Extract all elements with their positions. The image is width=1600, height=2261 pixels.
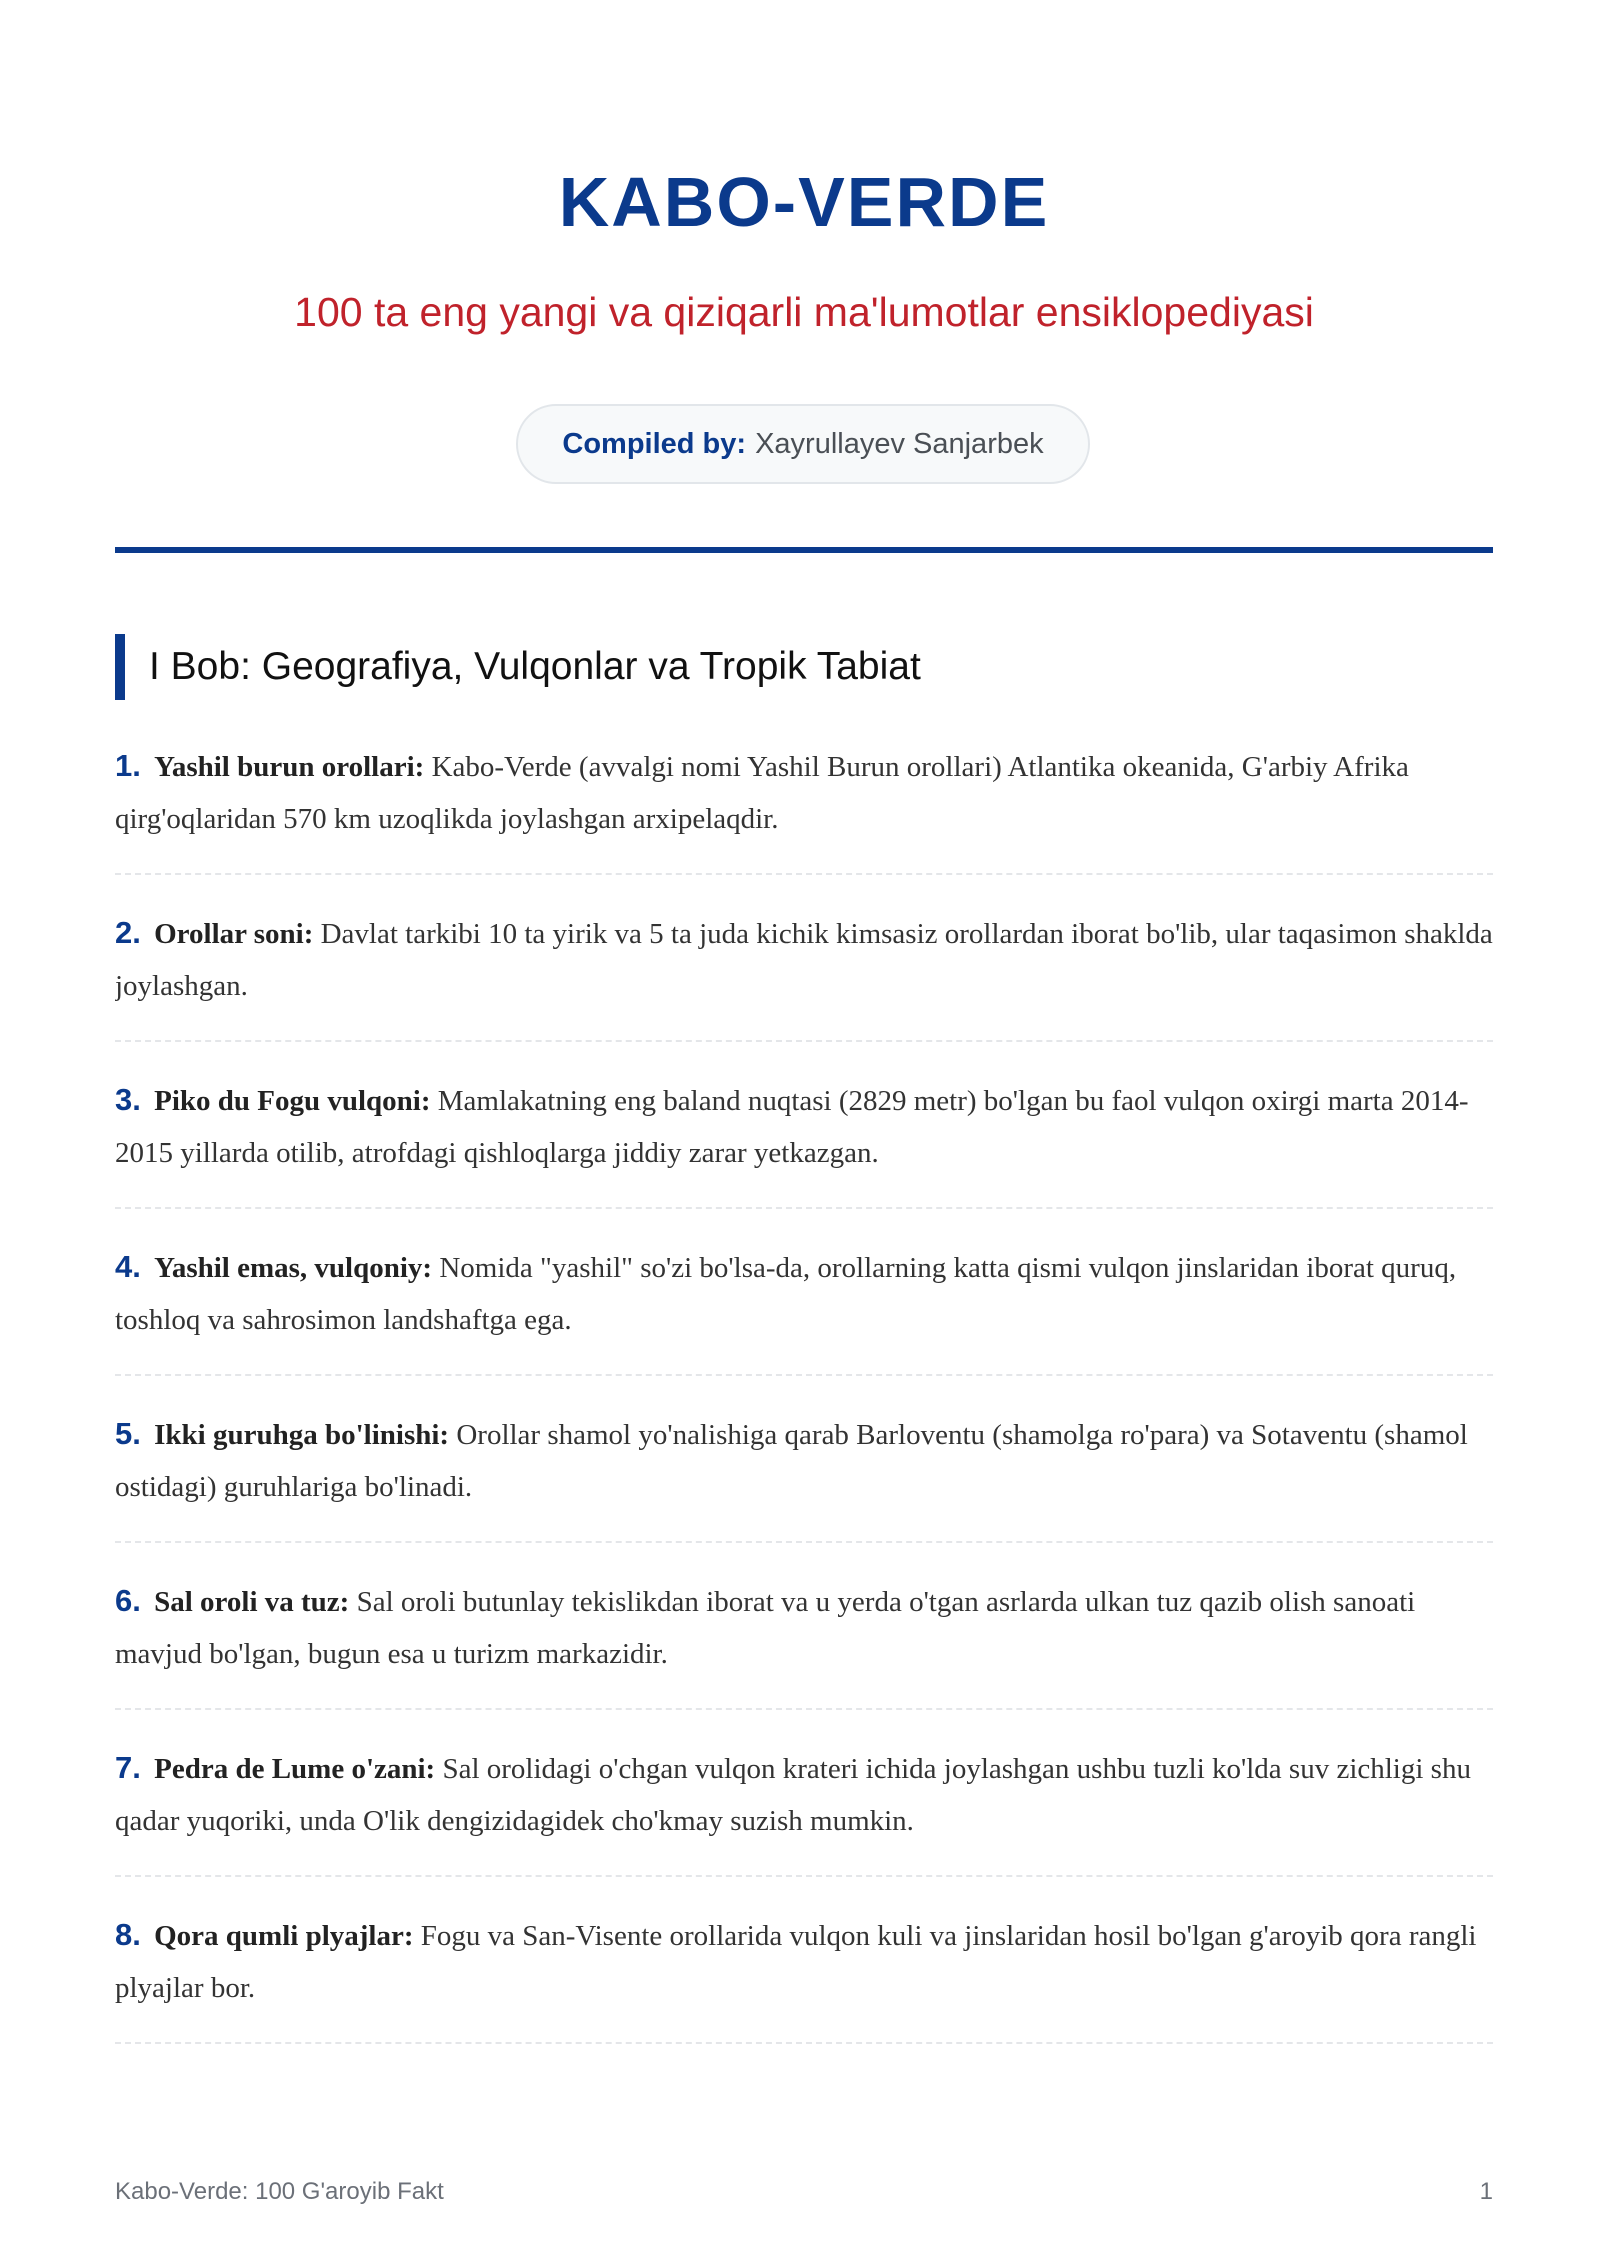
fact-text: Nomida "yashil" so'zi bo'lsa-da, orollarning katta qismi vulqon jinslaridan iborat quruq, toshloq va sahrosimon landshaftga ega. [115, 1252, 1457, 1336]
fact-item [115, 1241, 1493, 1376]
fact-number: 1. [115, 748, 141, 783]
facts-list [115, 740, 1493, 2076]
fact-number: 6. [115, 1583, 141, 1618]
fact-text: Sal orolidagi o'chgan vulqon krateri ichida joylashgan ushbu tuzli ko'lda suv zichligi shu qadar yuqoriki, unda O'lik dengizidagidek cho'kmay suzish mumkin. [115, 1753, 1471, 1837]
fact-item [115, 740, 1493, 875]
fact-number: 2. [115, 915, 141, 950]
footer-title: Kabo-Verde: 100 G'aroyib Fakt [115, 2178, 444, 2205]
fact-number: 7. [115, 1750, 141, 1785]
header-divider [115, 547, 1493, 553]
fact-item [115, 1074, 1493, 1209]
fact-item [115, 1909, 1493, 2044]
chapter-title: I Bob: Geografiya, Vulqonlar va Tropik Tabiat [149, 645, 921, 688]
fact-heading: Pedra de Lume o'zani: [154, 1753, 436, 1785]
chapter-heading [115, 634, 921, 700]
fact-heading: Yashil emas, vulqoniy: [154, 1252, 433, 1284]
document-subtitle: 100 ta eng yangi va qiziqarli ma'lumotlar ensiklopediyasi [294, 289, 1314, 335]
fact-item [115, 1575, 1493, 1710]
document-title: KABO-VERDE [558, 163, 1050, 241]
fact-number: 5. [115, 1416, 141, 1451]
compiled-by-badge [516, 404, 1090, 484]
fact-text: Fogu va San-Visente orollarida vulqon kuli va jinslaridan hosil bo'lgan g'aroyib qora rangli plyajlar bor. [115, 1920, 1477, 2004]
fact-text: Orollar shamol yo'nalishiga qarab Barloventu (shamolga ro'para) va Sotaventu (shamol ostidagi) guruhlariga bo'linadi. [115, 1419, 1468, 1503]
page-number: 1 [1479, 2178, 1493, 2205]
fact-item [115, 1408, 1493, 1543]
fact-heading: Piko du Fogu vulqoni: [154, 1085, 431, 1117]
fact-heading: Sal oroli va tuz: [154, 1586, 350, 1618]
document-page [115, 0, 1493, 2261]
fact-text: Davlat tarkibi 10 ta yirik va 5 ta juda kichik kimsasiz orollardan iborat bo'lib, ular taqasimon shaklda joylashgan. [115, 918, 1493, 1002]
fact-heading: Ikki guruhga bo'linishi: [154, 1419, 450, 1451]
fact-heading: Qora qumli plyajlar: [154, 1920, 414, 1952]
fact-number: 4. [115, 1249, 141, 1284]
fact-number: 3. [115, 1082, 141, 1117]
compiled-by-label: Compiled by: [562, 427, 747, 460]
fact-text: Kabo-Verde (avvalgi nomi Yashil Burun orollari) Atlantika okeanida, G'arbiy Afrika qirg'oqlaridan 570 km uzoqlikda joylashgan arxipelaqdir. [115, 751, 1409, 835]
fact-item [115, 907, 1493, 1042]
fact-text: Mamlakatning eng baland nuqtasi (2829 metr) bo'lgan bu faol vulqon oxirgi marta 2014-2015 yillarda otilib, atrofdagi qishloqlarga jiddiy zarar yetkazgan. [115, 1085, 1469, 1169]
chapter-accent-bar [115, 634, 125, 700]
fact-item [115, 1742, 1493, 1877]
fact-heading: Yashil burun orollari: [154, 751, 425, 783]
fact-heading: Orollar soni: [154, 918, 314, 950]
fact-text: Sal oroli butunlay tekislikdan iborat va u yerda o'tgan asrlarda ulkan tuz qazib olish sanoati mavjud bo'lgan, bugun esa u turizm markazidir. [115, 1586, 1416, 1670]
compiled-by-name: Xayrullayev Sanjarbek [755, 427, 1044, 460]
fact-number: 8. [115, 1917, 141, 1952]
